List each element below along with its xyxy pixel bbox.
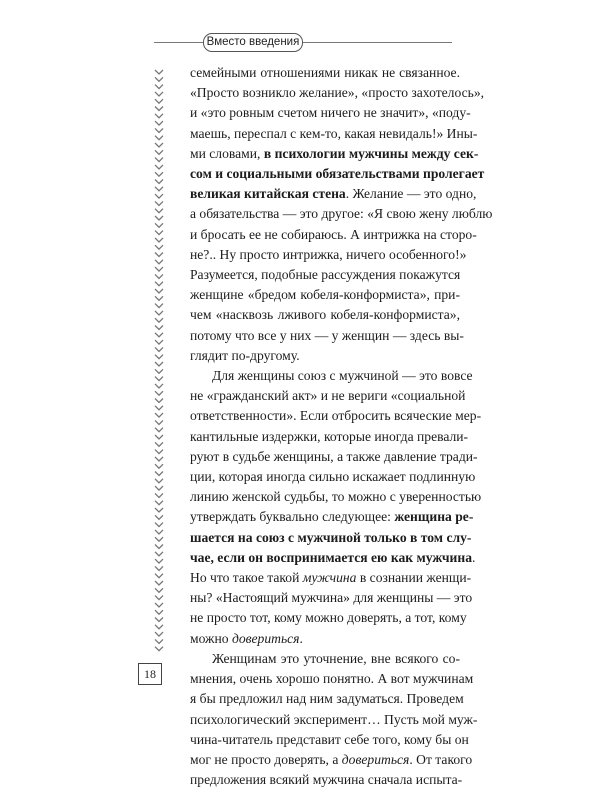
text-line bbox=[190, 689, 464, 709]
ornament-chevron bbox=[155, 603, 163, 607]
text-line bbox=[190, 528, 472, 548]
italic-text: довериться bbox=[341, 751, 410, 767]
text-line bbox=[190, 730, 469, 750]
ornament-chevron bbox=[155, 150, 163, 154]
text-segment: семейными отношениями никак не связанное. bbox=[190, 65, 460, 80]
text-line bbox=[190, 710, 478, 730]
ornament-chevron bbox=[155, 625, 163, 629]
bold-text: в психологии мужчины между сек- bbox=[263, 145, 479, 161]
italic-text: мужчина bbox=[302, 570, 357, 586]
text-line bbox=[190, 447, 478, 467]
ornament-chevron bbox=[155, 260, 163, 264]
ornament-chevron bbox=[155, 340, 163, 344]
bold-text: чае, если он воспринимается ею как мужчина bbox=[190, 549, 473, 565]
ornament-chevron bbox=[155, 384, 163, 388]
text-line bbox=[190, 750, 473, 770]
ornament-chevron bbox=[155, 296, 163, 300]
ornament-chevron bbox=[155, 107, 163, 111]
text-segment: а обязательства — это другое: «Я свою жену люблю bbox=[190, 206, 493, 222]
ornament-chevron bbox=[155, 172, 163, 176]
ornament-chevron bbox=[155, 318, 163, 322]
text-segment: мнения, очень хорошо понятно. А вот мужчинам bbox=[190, 671, 474, 687]
text-segment: Разумеется, подобные рассуждения покажутся bbox=[190, 267, 461, 283]
decorative-border-ornament bbox=[152, 67, 166, 652]
ornament-chevron bbox=[155, 216, 163, 220]
text-line bbox=[190, 669, 474, 689]
text-line bbox=[190, 386, 466, 406]
text-line bbox=[190, 467, 476, 487]
ornament-chevron bbox=[155, 515, 163, 519]
text-line bbox=[190, 63, 460, 83]
text-segment: кантильные издержки, которые иногда превали- bbox=[190, 428, 469, 444]
text-segment: в сознании женщи- bbox=[356, 570, 472, 586]
ornament-chevron bbox=[155, 399, 163, 403]
ornament-chevron bbox=[155, 333, 163, 337]
text-line bbox=[190, 184, 477, 204]
text-line bbox=[190, 124, 478, 144]
text-segment: глядит по-другому. bbox=[190, 347, 300, 363]
text-line bbox=[190, 427, 469, 447]
text-segment: линию женской судьбы, то можно с уверенностью bbox=[190, 489, 482, 505]
body-text bbox=[190, 63, 493, 790]
ornament-chevron bbox=[155, 267, 163, 271]
bold-text: великая китайская стена bbox=[190, 186, 346, 202]
ornament-chevron bbox=[155, 530, 163, 534]
ornament-chevron bbox=[155, 647, 163, 651]
text-line bbox=[190, 507, 474, 527]
ornament-chevron bbox=[155, 581, 163, 585]
ornament-chevron bbox=[155, 128, 163, 132]
text-line bbox=[190, 346, 460, 366]
text-segment: чина-читатель представит себе того, кому бы он bbox=[190, 731, 469, 747]
ornament-chevron bbox=[155, 194, 163, 198]
ornament-chevron bbox=[155, 274, 163, 278]
ornament-chevron bbox=[155, 391, 163, 395]
text-segment: чем «насквозь лживого кобеля-конформиста», bbox=[190, 307, 460, 323]
ornament-chevron bbox=[155, 545, 163, 549]
text-line bbox=[190, 83, 485, 103]
ornament-chevron bbox=[155, 369, 163, 373]
text-line bbox=[190, 406, 482, 426]
text-line bbox=[190, 265, 460, 285]
ornament-chevron bbox=[155, 238, 163, 242]
ornament-chevron bbox=[155, 158, 163, 162]
text-line bbox=[190, 103, 471, 123]
ornament-chevron bbox=[155, 77, 163, 81]
text-segment: не?.. Ну просто интрижка, ничего особенного!» bbox=[190, 246, 467, 262]
text-line bbox=[190, 204, 493, 224]
ornament-chevron bbox=[155, 85, 163, 89]
text-line bbox=[190, 164, 485, 184]
text-line bbox=[190, 629, 460, 649]
text-segment: можно bbox=[190, 630, 232, 646]
ornament-chevron bbox=[155, 355, 163, 359]
header-rule bbox=[154, 42, 452, 43]
text-segment: я бы предложил над ним задуматься. Проведем bbox=[190, 691, 464, 707]
bold-text: женщина ре- bbox=[394, 509, 474, 525]
text-line bbox=[190, 548, 476, 568]
text-line bbox=[190, 770, 463, 790]
text-segment: психологический эксперимент… Пусть мой муж- bbox=[190, 711, 478, 727]
text-segment: женщине «бредом кобеля-конформиста», при- bbox=[190, 287, 460, 303]
text-segment: ции, которая иногда сильно искажает подлинную bbox=[190, 469, 476, 485]
ornament-chevron bbox=[155, 245, 163, 249]
ornament-chevron bbox=[155, 508, 163, 512]
ornament-chevron bbox=[155, 282, 163, 286]
text-line bbox=[190, 144, 479, 164]
text-segment: «Просто возникло желание», «просто захотелось», bbox=[190, 85, 485, 101]
text-line bbox=[190, 225, 477, 245]
text-line bbox=[190, 649, 460, 669]
ornament-chevron bbox=[155, 537, 163, 541]
text-line bbox=[190, 326, 464, 346]
ornament-chevron bbox=[155, 523, 163, 527]
text-segment: Но что такое такой bbox=[190, 570, 303, 586]
ornament-chevron bbox=[155, 428, 163, 432]
ornament-chevron bbox=[155, 377, 163, 381]
ornament-chevron bbox=[155, 362, 163, 366]
ornament-chevron bbox=[155, 574, 163, 578]
ornament-chevron bbox=[155, 552, 163, 556]
text-segment: Женщинам это уточнение, вне всякого со- bbox=[212, 650, 460, 666]
ornament-chevron bbox=[155, 253, 163, 257]
ornament-chevron bbox=[155, 143, 163, 147]
ornament-chevron bbox=[155, 479, 163, 483]
ornament-chevron bbox=[155, 435, 163, 439]
ornament-chevron bbox=[155, 639, 163, 643]
ornament-chevron bbox=[155, 632, 163, 636]
text-segment: утверждать буквально следующее: bbox=[190, 509, 395, 525]
ornament-chevron bbox=[155, 442, 163, 446]
text-segment: ми словами, bbox=[190, 145, 264, 161]
ornament-chevron bbox=[155, 493, 163, 497]
ornament-chevron bbox=[155, 566, 163, 570]
running-header: Вместо введения bbox=[203, 33, 303, 52]
ornament-chevron bbox=[155, 559, 163, 563]
ornament-chevron bbox=[155, 187, 163, 191]
ornament-chevron bbox=[155, 114, 163, 118]
text-line bbox=[190, 366, 473, 386]
text-segment: ны? «Настоящий мужчина» для женщины — это bbox=[190, 590, 473, 606]
ornament-chevron bbox=[155, 92, 163, 96]
ornament-chevron bbox=[155, 304, 163, 308]
text-segment: ответственности». Если отбросить всяческие мер- bbox=[190, 408, 482, 424]
text-line bbox=[190, 608, 467, 628]
ornament-chevron bbox=[155, 450, 163, 454]
ornament-chevron bbox=[155, 165, 163, 169]
ornament-chevron bbox=[155, 121, 163, 125]
bold-text: сом и социальными обязательствами пролегает bbox=[190, 166, 485, 182]
page-number: 18 bbox=[138, 663, 162, 685]
ornament-chevron bbox=[155, 347, 163, 351]
text-segment: . От такого bbox=[409, 751, 473, 767]
text-line bbox=[190, 285, 460, 305]
text-segment: Для женщины союз с мужчиной — это вовсе bbox=[212, 368, 473, 384]
bold-text: шается на союз с мужчиной только в том слу- bbox=[190, 529, 472, 545]
ornament-chevron bbox=[155, 99, 163, 103]
ornament-chevron bbox=[155, 457, 163, 461]
ornament-chevron bbox=[155, 464, 163, 468]
text-segment: . bbox=[299, 630, 303, 646]
ornament-chevron bbox=[155, 588, 163, 592]
ornament-chevron bbox=[155, 201, 163, 205]
ornament-chevron bbox=[155, 180, 163, 184]
text-segment: и бросать ее не собираюсь. А интрижка на сторо- bbox=[190, 226, 477, 242]
ornament-chevron bbox=[155, 289, 163, 293]
ornament-chevron bbox=[155, 70, 163, 74]
ornament-chevron bbox=[155, 209, 163, 213]
text-segment: и «это ровным счетом ничего не значит», «поду- bbox=[190, 105, 471, 121]
text-segment: не «гражданский акт» и не вериги «социальной bbox=[190, 388, 466, 404]
text-segment: . bbox=[472, 549, 476, 565]
ornament-chevron bbox=[155, 618, 163, 622]
text-line bbox=[190, 568, 472, 588]
ornament-chevron bbox=[155, 501, 163, 505]
ornament-chevron bbox=[155, 231, 163, 235]
text-segment: потому что все у них — у женщин — здесь вы- bbox=[190, 327, 464, 343]
text-line bbox=[190, 245, 467, 265]
text-segment: не просто тот, кому можно доверять, а тот, кому bbox=[190, 610, 467, 626]
ornament-chevron bbox=[155, 311, 163, 315]
ornament-chevron bbox=[155, 413, 163, 417]
ornament-chevron bbox=[155, 420, 163, 424]
text-segment: маешь, переспал с кем-то, какая невидаль!» Ины- bbox=[190, 125, 478, 141]
text-line bbox=[190, 305, 460, 325]
text-segment: . Желание — это одно, bbox=[345, 186, 477, 202]
ornament-chevron bbox=[155, 472, 163, 476]
ornament-chevron bbox=[155, 136, 163, 140]
text-line bbox=[190, 588, 473, 608]
text-segment: предложения всякий мужчина сначала испыта- bbox=[190, 772, 463, 788]
ornament-chevron bbox=[155, 223, 163, 227]
ornament-chevron bbox=[155, 326, 163, 330]
ornament-chevron bbox=[155, 610, 163, 614]
italic-text: довериться bbox=[231, 630, 300, 646]
ornament-chevron bbox=[155, 406, 163, 410]
ornament-chevron bbox=[155, 596, 163, 600]
text-segment: мог не просто доверять, а bbox=[190, 751, 342, 767]
text-line bbox=[190, 487, 482, 507]
ornament-chevron bbox=[155, 486, 163, 490]
text-segment: руют в судьбе женщины, а также давление тради- bbox=[190, 448, 478, 464]
